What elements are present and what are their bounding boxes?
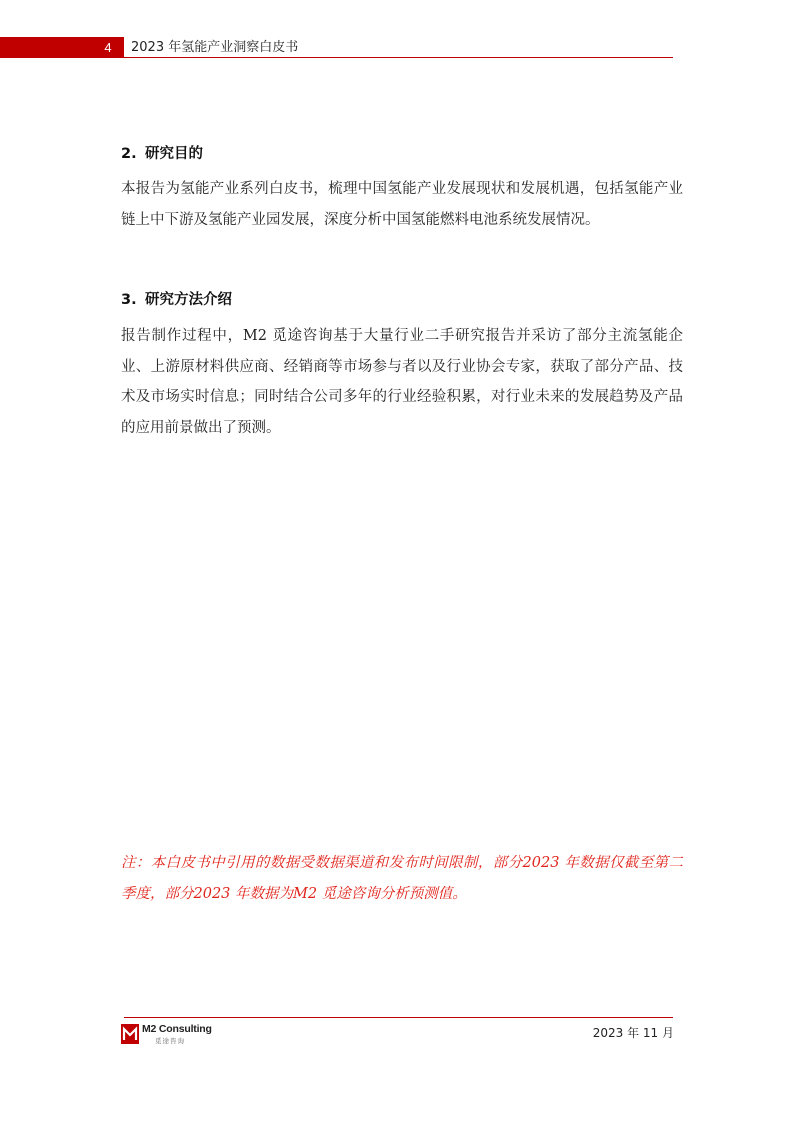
section-title: 研究方法介绍 bbox=[145, 292, 232, 308]
footer-date: 2023 年 11 月 bbox=[592, 1026, 674, 1040]
data-note: 注：本白皮书中引用的数据受数据渠道和发布时间限制，部分2023 年数据仅截至第二季度，部分2023 年数据为M2 觅途咨询分析预测值。 bbox=[121, 855, 683, 902]
header-divider bbox=[124, 57, 673, 58]
section-number: 3. bbox=[121, 292, 137, 308]
section-title: 研究目的 bbox=[145, 146, 203, 162]
section-heading-purpose bbox=[121, 144, 681, 164]
logo-name: M2 Consulting bbox=[142, 1023, 212, 1035]
header-title: 2023 年氢能产业洞察白皮书 bbox=[131, 40, 299, 55]
section-heading-methods bbox=[121, 290, 681, 310]
logo-subtitle: 觅途咨询 bbox=[155, 1037, 185, 1045]
m2-logo-icon bbox=[121, 1024, 139, 1044]
section-body-purpose: 本报告为氢能产业系列白皮书，梳理中国氢能产业发展现状和发展机遇，包括氢能产业链上中下游及氢能产业园发展，深度分析中国氢能燃料电池系统发展情况。 bbox=[121, 181, 683, 228]
section-number: 2. bbox=[121, 146, 137, 162]
footer-divider bbox=[124, 1017, 673, 1018]
page-number: 4 bbox=[104, 40, 112, 55]
section-body-methods: 报告制作过程中，M2 觅途咨询基于大量行业二手研究报告并采访了部分主流氢能企业、上游原材料供应商、经销商等市场参与者以及行业协会专家，获取了部分产品、技术及市场实时信息；同时结合公司多年的行业经验积累，对行业未来的发展趋势及产品的应用前景做出了预测。 bbox=[121, 328, 683, 436]
